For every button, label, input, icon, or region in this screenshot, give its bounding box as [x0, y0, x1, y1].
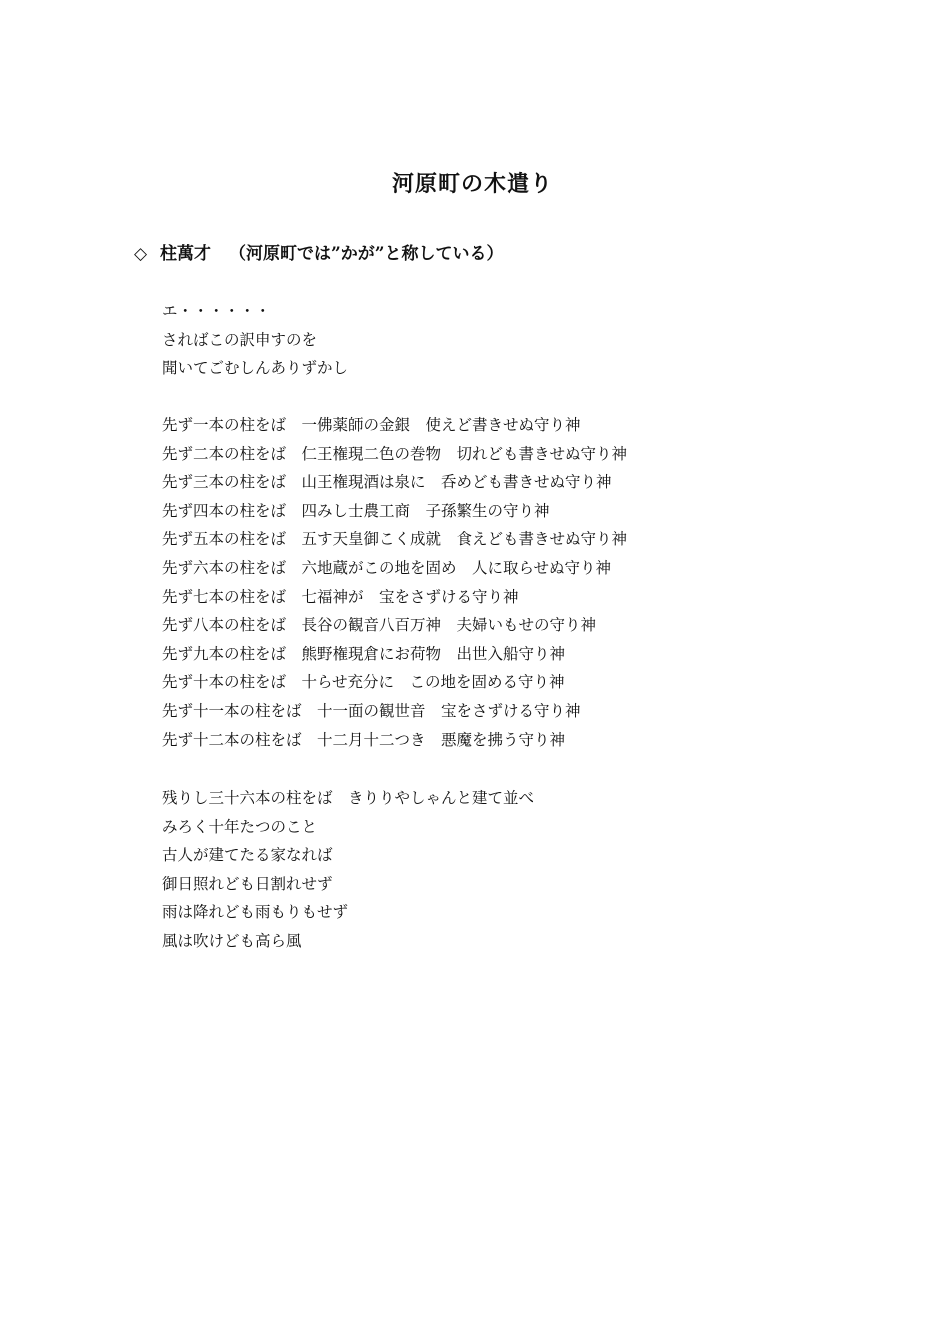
verse-line: 先ず九本の柱をば 熊野権現倉にお荷物 出世入船守り神	[162, 644, 566, 663]
verse-line: 風は吹けども高ら風	[162, 931, 302, 950]
verse-line: エ・・・・・・	[162, 302, 271, 320]
verse-line: 先ず六本の柱をば 六地蔵がこの地を固め 人に取らせぬ守り神	[162, 558, 612, 577]
verse-line: 先ず十二本の柱をば 十二月十二つき 悪魔を拂う守り神	[162, 730, 566, 749]
verse-line: 先ず十一本の柱をば 十一面の観世音 宝をさずける守り神	[162, 701, 581, 720]
closing-verse	[162, 784, 534, 956]
intro-verse	[162, 297, 348, 383]
page-title: 河原町の木遣り	[391, 171, 553, 197]
verse-line: さればこの訳申すのを	[162, 330, 318, 349]
verse-line: 先ず七本の柱をば 七福神が 宝をさずける守り神	[162, 587, 519, 606]
diamond-icon: ◇	[134, 244, 148, 264]
verse-line: 雨は降れども雨もりもせず	[162, 903, 349, 922]
verse-line: 先ず八本の柱をば 長谷の観音八百万神 夫婦いもせの守り神	[162, 616, 597, 635]
verse-line: 先ず三本の柱をば 山王権現酒は泉に 呑めども書きせぬ守り神	[162, 473, 612, 492]
section-title: 柱萬才	[160, 244, 211, 264]
verse-line: みろく十年たつのこと	[162, 817, 318, 836]
section-heading	[134, 240, 504, 268]
pillar-verse	[162, 411, 627, 754]
verse-line: 先ず四本の柱をば 四みし士農工商 子孫繁生の守り神	[162, 501, 550, 520]
verse-line: 先ず五本の柱をば 五す天皇御こく成就 食えども書きせぬ守り神	[162, 530, 628, 549]
verse-line: 残りし三十六本の柱をば きりりやしゃんと建て並べ	[162, 789, 535, 807]
verse-line: 古人が建てたる家なれば	[162, 846, 333, 865]
verse-line: 聞いてごむしんありずかし	[162, 359, 349, 378]
verse-line: 先ず十本の柱をば 十らせ充分に この地を固める守り神	[162, 673, 565, 692]
verse-line: 先ず一本の柱をば 一佛薬師の金銀 使えど書きせぬ守り神	[162, 416, 581, 434]
section-subtitle: （河原町では”かが”と称している）	[229, 244, 504, 264]
verse-line: 御日照れども日割れせず	[162, 874, 333, 893]
verse-line: 先ず二本の柱をば 仁王権現二色の巻物 切れども書きせぬ守り神	[162, 444, 628, 463]
